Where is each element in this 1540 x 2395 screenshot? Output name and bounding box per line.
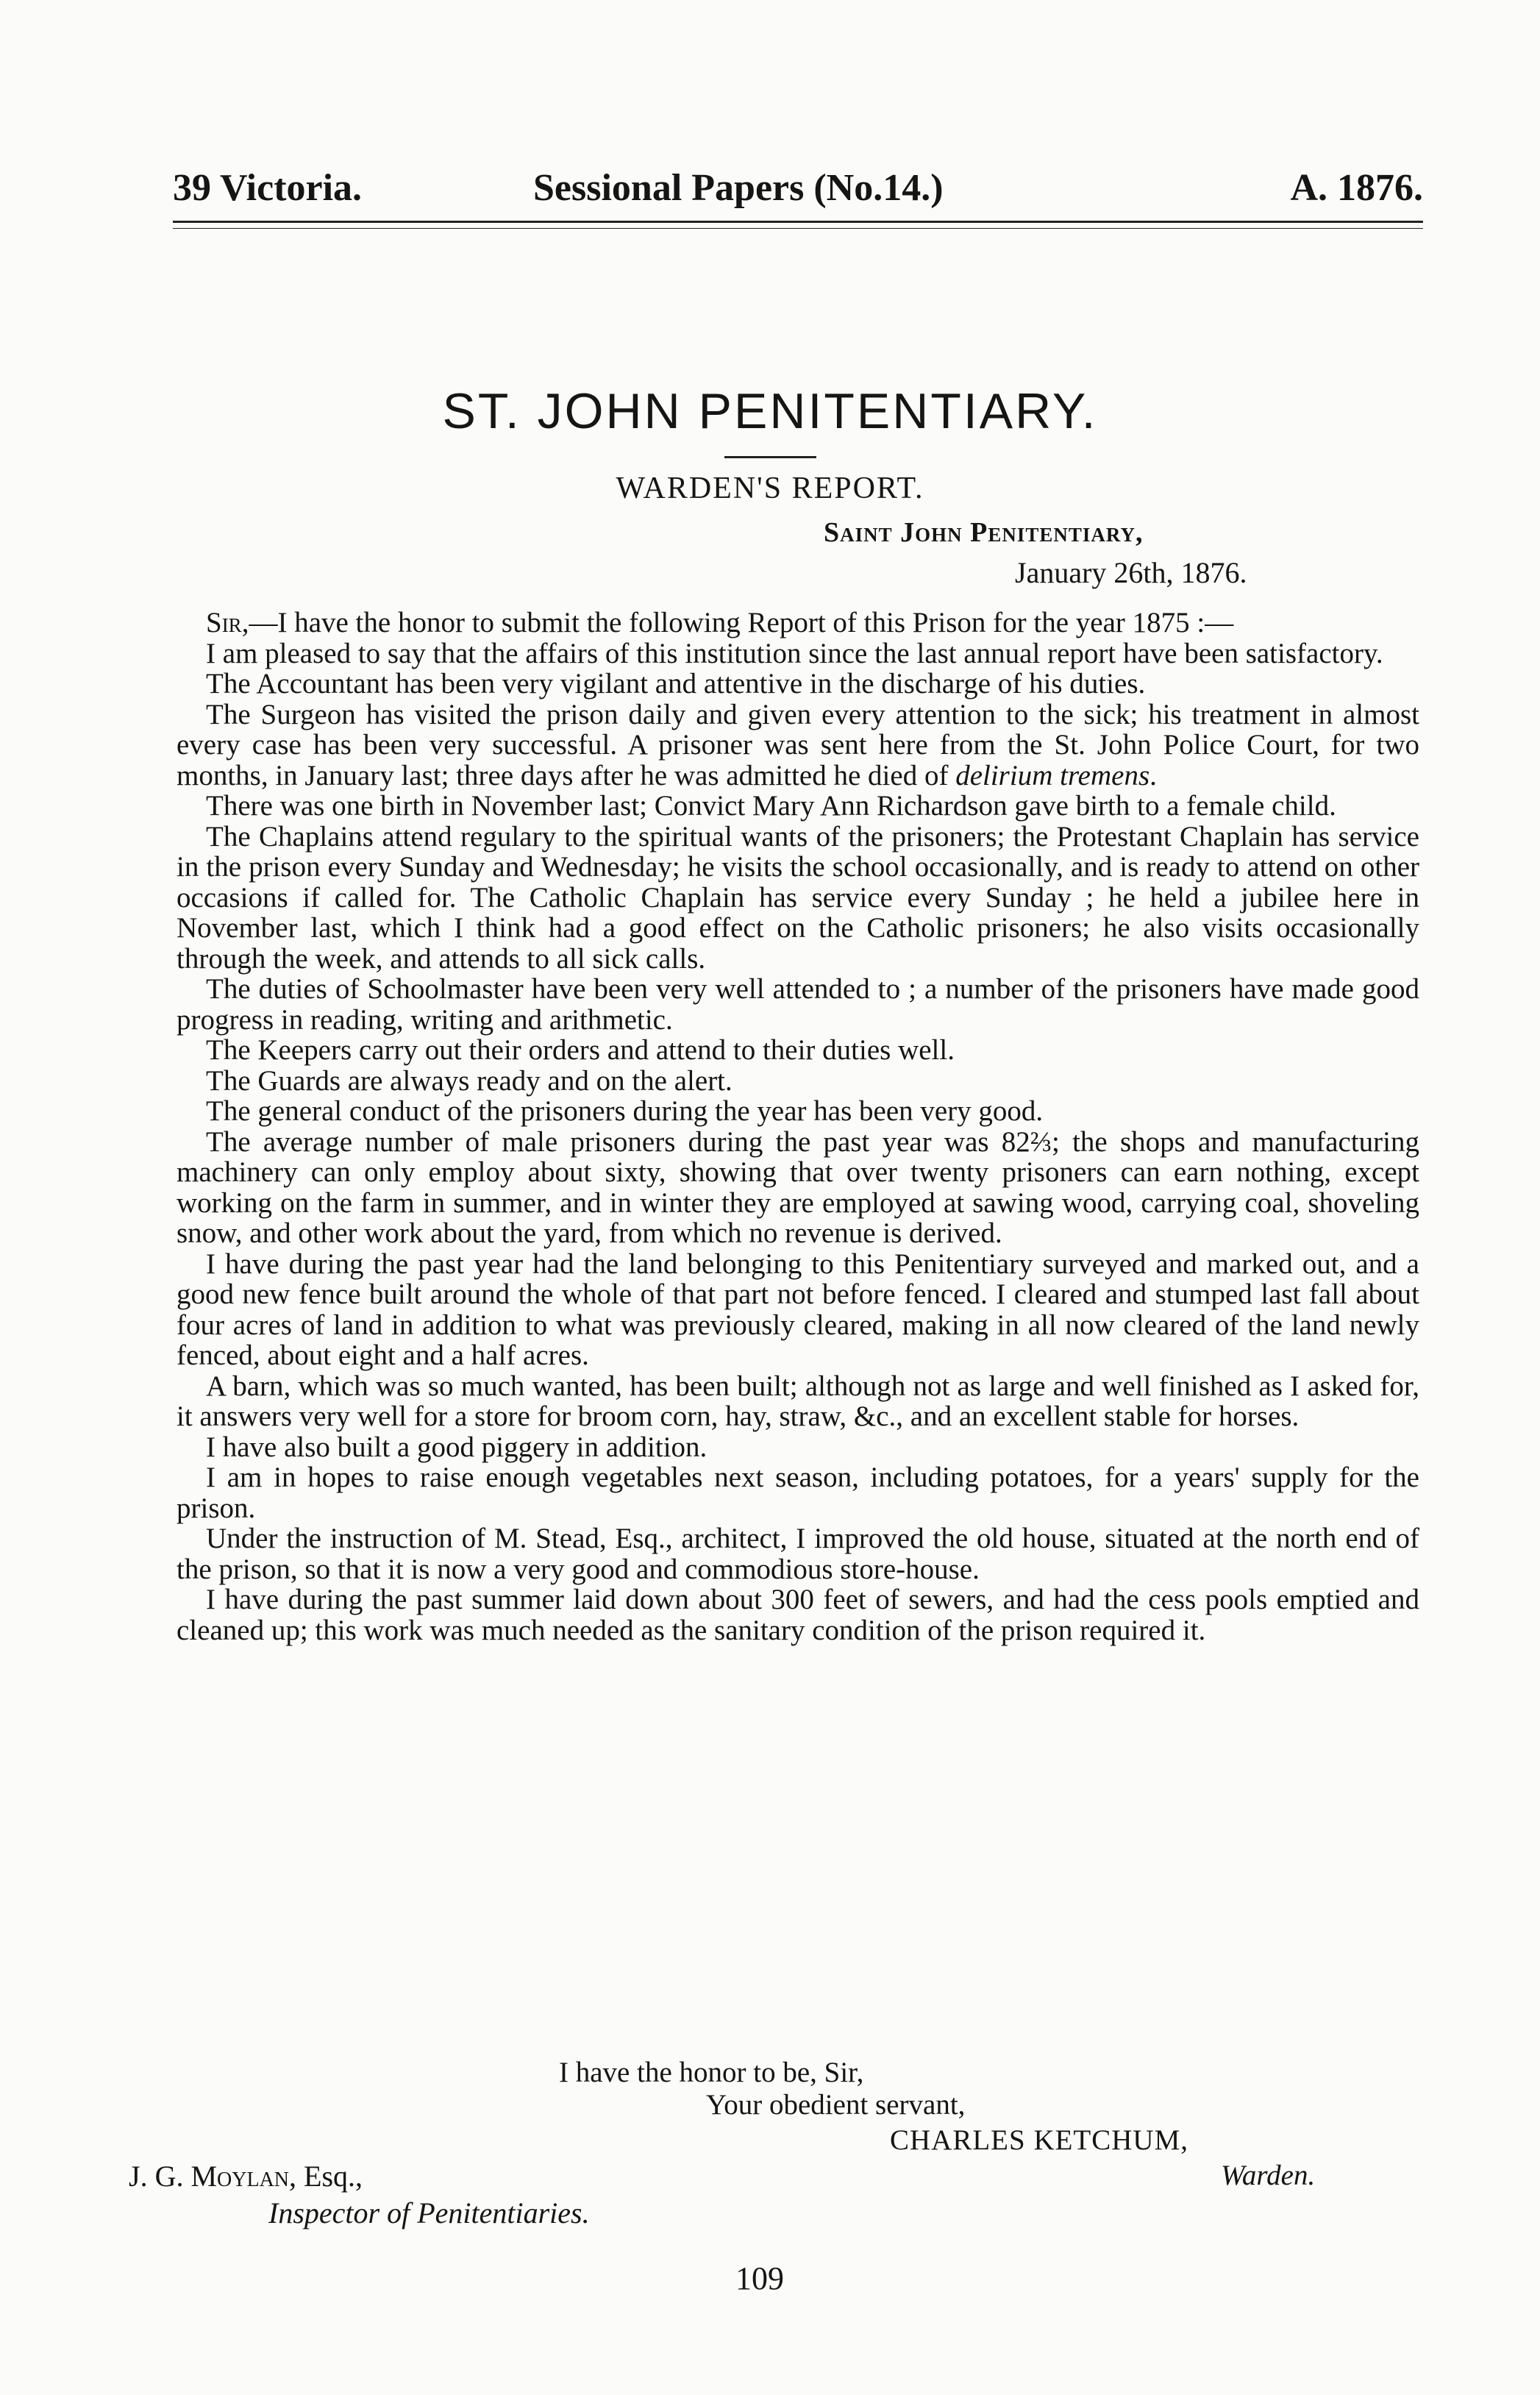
dateline-date: January 26th, 1876.	[1015, 556, 1247, 589]
report-subtitle: WARDEN'S REPORT.	[616, 471, 924, 505]
header-regnal-year: 39 Victoria.	[173, 167, 363, 209]
dateline-place: Saint John Penitentiary,	[824, 517, 1144, 548]
paragraph: I have during the past year had the land belonging to this Penitentiary surveyed and marked out, and a good new fence built around the whole of that part not before fenced. I cleared and stumped last fall about four acres of land in addition to what was previously cleared, making in all now cleared of the land newly fenced, about eight and a half acres.	[177, 1248, 1419, 1371]
document-title: ST. JOHN PENITENTIARY.	[442, 383, 1098, 439]
addressee-title: Inspector of Penitentiaries.	[268, 2196, 590, 2229]
paragraph: A barn, which was so much wanted, has been built; although not as large and well finished as I asked for, it answers very well for a store for broom corn, hay, straw, &c., and an excellent stable for horses.	[177, 1370, 1419, 1432]
paragraph: The Surgeon has visited the prison daily and given every attention to the sick; his treatment in almost every case has been very successful. A prisoner was sent here from the St. John Police Court, for two months, in January last; three days after he was admitted he died of delirium tremens.	[177, 698, 1419, 791]
paragraph: I am in hopes to raise enough vegetables next season, including potatoes, for a years' supply for the prison.	[177, 1462, 1419, 1524]
salutation: Sir,	[206, 607, 249, 638]
closing-line-1: I have the honor to be, Sir,	[559, 2057, 864, 2088]
paragraph: The Keepers carry out their orders and attend to their duties well.	[206, 1034, 955, 1066]
paragraph: I have during the past summer laid down about 300 feet of sewers, and had the cess pools emptied and cleaned up; this work was much needed as the sanitary condition of the prison required it.	[177, 1584, 1419, 1646]
paragraph: Under the instruction of M. Stead, Esq., architect, I improved the old house, situated at the north end of the prison, so that it is now a very good and commodious store-house.	[177, 1523, 1419, 1585]
signatory-role: Warden.	[1221, 2160, 1316, 2191]
emphasis: delirium tremens	[955, 759, 1150, 791]
header-year: A. 1876.	[1290, 167, 1423, 209]
page-number: 109	[735, 2260, 784, 2296]
paragraph: There was one birth in November last; Convict Mary Ann Richardson gave birth to a female child.	[206, 790, 1336, 822]
header-sessional-papers: Sessional Papers (No.14.)	[533, 167, 944, 209]
paragraph: I have also built a good piggery in addition.	[206, 1431, 707, 1463]
paragraph: The Chaplains attend regulary to the spiritual wants of the prisoners; the Protestant Chaplain has service in the prison every Sunday and Wednesday; he visits the school occasionally, and is ready to attend on other occasions if called for. The Catholic Chaplain has service every Sunday ; he held a jubilee here in November last, which I think had a good effect on the Catholic prisoners; he also visits occasionally through the week, and attends to all sick calls.	[177, 820, 1419, 975]
paragraph: The duties of Schoolmaster have been very well attended to ; a number of the prisoners have made good progress in reading, writing and arithmetic.	[177, 973, 1419, 1036]
paragraph: The Accountant has been very vigilant and attentive in the discharge of his duties.	[206, 668, 1146, 700]
paragraph: The general conduct of the prisoners during the year has been very good.	[206, 1095, 1044, 1127]
closing-line-2: Your obedient servant,	[706, 2089, 966, 2121]
addressee-name: J. G. Moylan, Esq.,	[129, 2160, 363, 2193]
signature: CHARLES KETCHUM,	[890, 2124, 1189, 2156]
report-body	[177, 608, 1419, 1645]
title-rule	[724, 456, 816, 458]
header-rule-top	[173, 221, 1423, 223]
paragraph: The average number of male prisoners during the past year was 82⅔; the shops and manufacturing machinery can only employ about sixty, showing that over twenty prisoners can earn nothing, except working on the farm in summer, and in winter they are employed at sawing wood, carrying coal, shoveling snow, and other work about the yard, from which no revenue is derived.	[177, 1125, 1419, 1249]
paragraph: Sir,—I have the honor to submit the following Report of this Prison for the year 1875 :—	[206, 607, 1234, 638]
paragraph: The Guards are always ready and on the alert.	[206, 1064, 732, 1097]
header-rule-bottom	[173, 228, 1423, 229]
paragraph: I am pleased to say that the affairs of this institution since the last annual report have been satisfactory.	[206, 637, 1383, 669]
